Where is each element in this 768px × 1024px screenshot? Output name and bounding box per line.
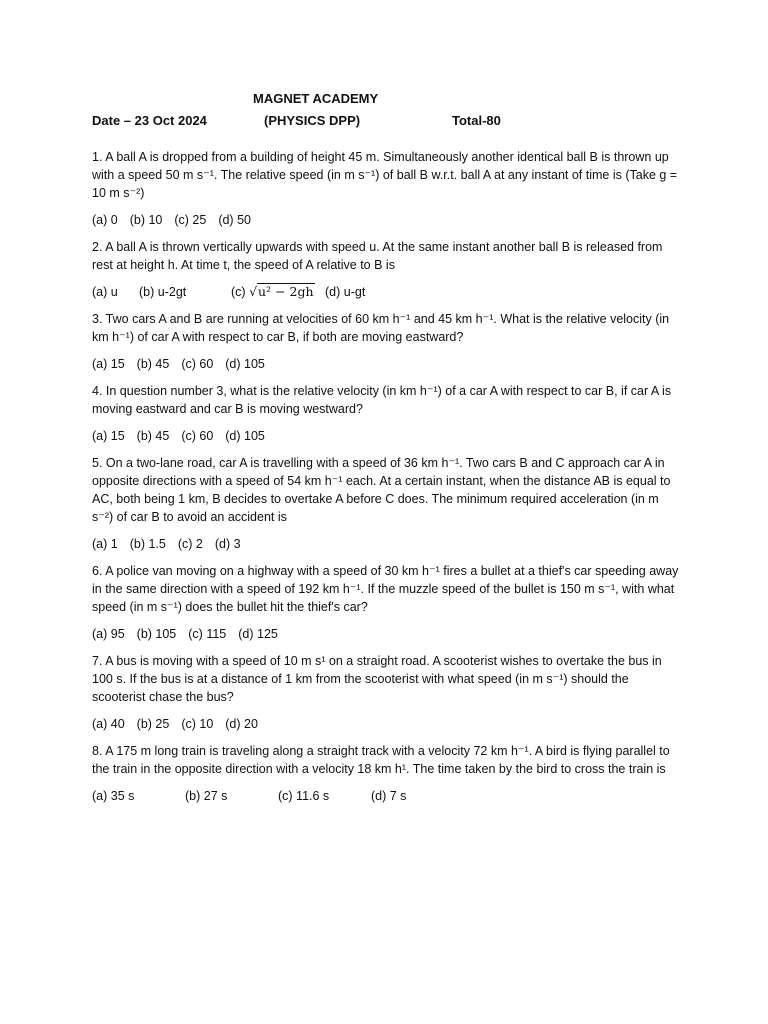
option: (d) 125 — [238, 627, 278, 641]
option: (c) 2 — [177, 537, 203, 551]
option: (c) 115 — [188, 627, 227, 641]
options-4 — [92, 427, 682, 445]
options-2 — [92, 283, 682, 301]
option: (b) 25 — [136, 717, 170, 731]
option: (a) 40 — [92, 717, 125, 731]
option: (c) 11.6 s — [278, 789, 330, 803]
options-6 — [92, 625, 682, 643]
option: (a) 95 — [92, 627, 125, 641]
square-root-icon: √ — [249, 284, 258, 299]
option: (b) 45 — [136, 357, 170, 371]
option: (d) 50 — [218, 213, 251, 227]
options-5 — [92, 535, 682, 553]
option: (a) 0 — [92, 213, 118, 227]
option: (c) 60 — [181, 429, 214, 443]
total-marks-label: Total-80 — [452, 113, 501, 128]
option-expression: u² − 2gh — [258, 284, 314, 299]
question-3: 3. Two cars A and B are running at velocities of 60 km h⁻¹ and 45 km h⁻¹. What is the relative velocity (in km h⁻¹) of car A with respect to car B, if both are moving eastward? — [92, 312, 670, 344]
option-label: (c) — [231, 285, 246, 299]
question-list — [92, 148, 682, 814]
options-7 — [92, 715, 682, 733]
question-6: 6. A police van moving on a highway with a speed of 30 km h⁻¹ fires a bullet at a thief's car speeding away in the same direction with a speed of 192 km h⁻¹. If the muzzle speed of the bullet is 150 m s⁻¹, with what speed (in m s⁻¹) does the bullet hit the thief's car? — [92, 564, 679, 614]
question-2: 2. A ball A is thrown vertically upwards with speed u. At the same instant another ball B is released from rest at height h. At time t, the speed of A relative to B is — [92, 240, 663, 272]
option — [231, 283, 325, 301]
option: (b) 105 — [136, 627, 177, 641]
option: (a) 35 s — [92, 789, 135, 803]
option: (a) 15 — [92, 357, 125, 371]
option: (a) 15 — [92, 429, 125, 443]
option: (b) 10 — [129, 213, 163, 227]
option: (b) 27 s — [185, 789, 228, 803]
academy-title: MAGNET ACADEMY — [253, 91, 379, 106]
question-5: 5. On a two-lane road, car A is travelling with a speed of 36 km h⁻¹. Two cars B and C approach car A in opposite directions with a speed of 54 km h⁻¹ each. At a certain instant, when the distance AB is equal to AC, both being 1 km, B decides to overtake A before C does. The minimum required acceleration (in m s⁻²) of car B to avoid an accident is — [92, 456, 671, 524]
option: (a) u — [92, 285, 118, 299]
option: (b) 45 — [136, 429, 170, 443]
question-8: 8. A 175 m long train is traveling along a straight track with a velocity 72 km h⁻¹. A bird is flying parallel to the train in the opposite direction with a velocity 18 km h¹. The time taken by the bird to cross the train is — [92, 744, 670, 776]
option: (b) u-2gt — [139, 285, 187, 299]
subject-label: (PHYSICS DPP) — [264, 113, 361, 128]
options-3 — [92, 355, 682, 373]
options-8 — [92, 787, 682, 805]
option: (d) 105 — [225, 357, 265, 371]
options-1 — [92, 211, 682, 229]
option: (d) 20 — [225, 717, 258, 731]
option: (c) 60 — [181, 357, 214, 371]
question-7: 7. A bus is moving with a speed of 10 m s¹ on a straight road. A scooterist wishes to overtake the bus in 100 s. If the bus is at a distance of 1 km from the scooterist with what speed (in m s⁻¹) should the scooterist chase the bus? — [92, 654, 662, 704]
option: (d) 105 — [225, 429, 265, 443]
question-4: 4. In question number 3, what is the relative velocity (in km h⁻¹) of a car A with respect to car B, if car A is moving eastward and car B is moving westward? — [92, 384, 672, 416]
option: (d) u-gt — [325, 285, 366, 299]
date-label: Date – 23 Oct 2024 — [92, 113, 207, 128]
option: (a) 1 — [92, 537, 118, 551]
option: (b) 1.5 — [129, 537, 166, 551]
option: (c) 25 — [174, 213, 207, 227]
option: (d) 3 — [214, 537, 241, 551]
question-1: 1. A ball A is dropped from a building of height 45 m. Simultaneously another identical ball B is thrown up with a speed 50 m s⁻¹. The relative speed (in m s⁻¹) of ball B w.r.t. ball A at any instant of time is (Take g = 10 m s⁻²) — [92, 150, 678, 200]
option: (d) 7 s — [371, 789, 407, 803]
option: (c) 10 — [181, 717, 214, 731]
